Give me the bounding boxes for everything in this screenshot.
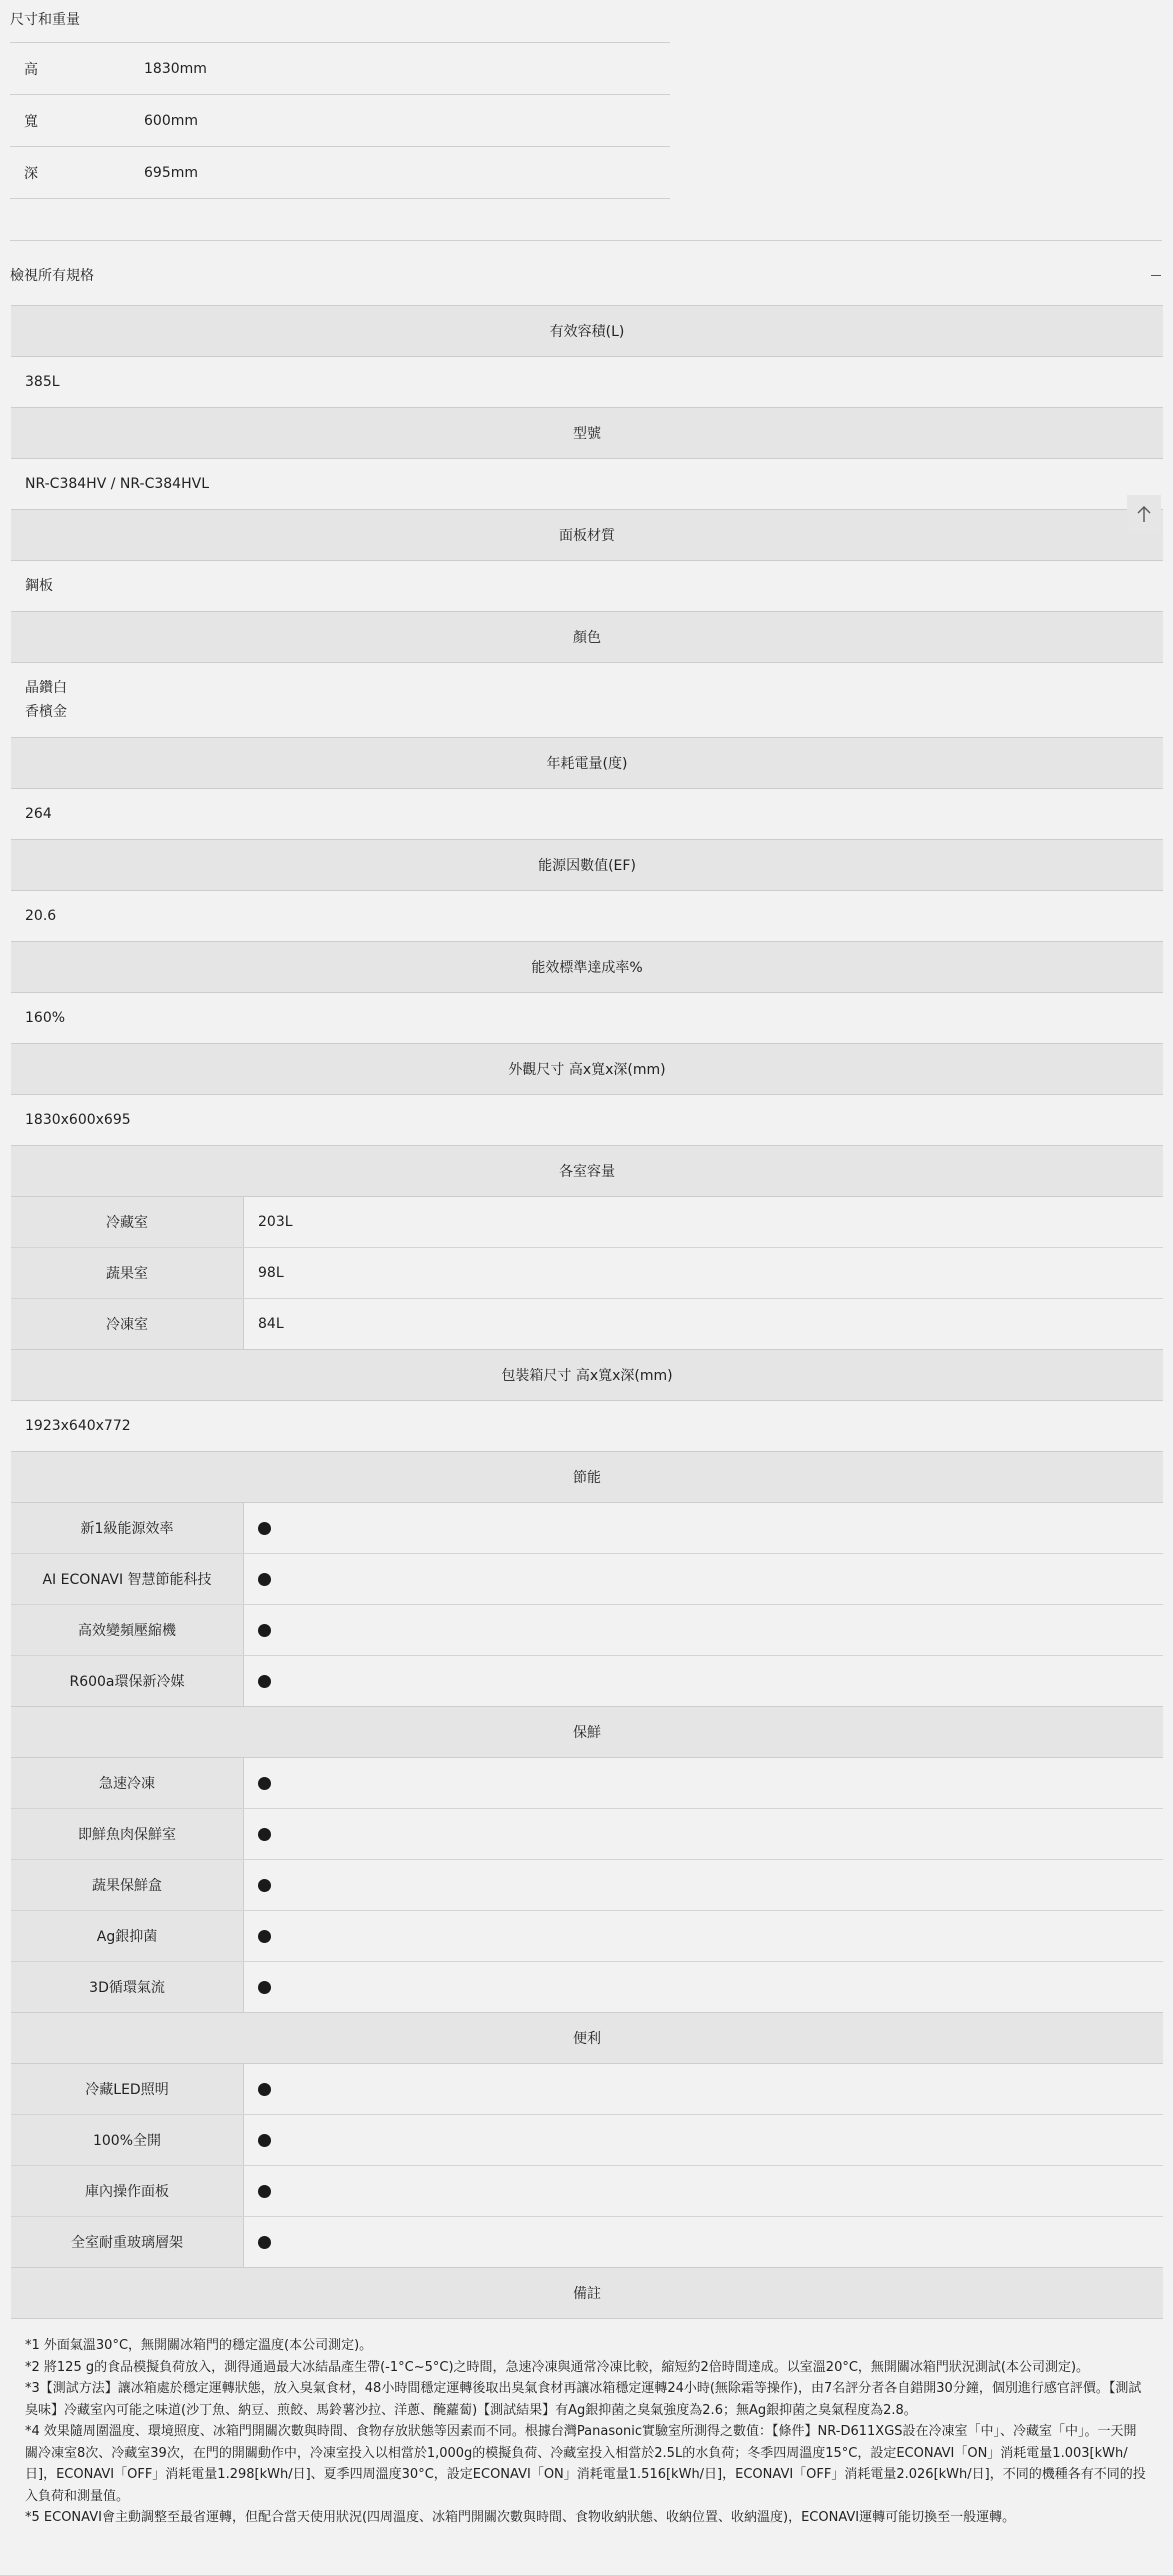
- spec-header-compartment-capacity: 各室容量: [11, 1145, 1163, 1197]
- spec-value: NR-C384HV / NR-C384HVL: [11, 459, 1163, 509]
- check-dot-icon: [258, 1522, 271, 1535]
- minus-icon: [1151, 275, 1161, 276]
- row-label: 蔬果室: [11, 1248, 244, 1298]
- row-label: 冷凍室: [11, 1299, 244, 1349]
- spec-value: 鋼板: [11, 561, 1163, 611]
- table-row: [11, 1962, 1163, 2012]
- dimension-value: 695mm: [144, 164, 198, 181]
- dimension-label: 深: [24, 165, 38, 182]
- table-row: [11, 1809, 1163, 1860]
- spec-header-outer-dimensions: 外觀尺寸 高x寬x深(mm): [11, 1043, 1163, 1095]
- footnote: *3【測試方法】讓冰箱處於穩定運轉狀態，放入臭氣食材，48小時間穩定運轉後取出臭氣食材再讓冰箱穩定運轉24小時(無除霜等操作)，由7名評分者各自錯開30分鐘，個別進行感官評價。【測試臭味】冷藏室內可能之味道(沙丁魚、納豆、煎餃、馬鈴薯沙拉、洋蔥、醃蘿蔔)【測試結果】有Ag銀抑菌之臭氣強度為2.6；無Ag銀抑菌之臭氣程度為2.8。: [25, 2381, 1142, 2418]
- spec-header-color: 顏色: [11, 611, 1163, 663]
- feature-label: 高效變頻壓縮機: [11, 1605, 244, 1655]
- check-dot-icon: [258, 1828, 271, 1841]
- check-dot-icon: [258, 1981, 271, 1994]
- check-dot-icon: [258, 1624, 271, 1637]
- table-row: [11, 1860, 1163, 1911]
- view-all-specs-label: 檢視所有規格: [10, 268, 94, 284]
- check-dot-icon: [258, 1879, 271, 1892]
- spec-value: 1830x600x695: [11, 1095, 1163, 1145]
- table-row: [11, 2064, 1163, 2115]
- spec-value-colors: [11, 663, 1163, 737]
- check-dot-icon: [258, 1930, 271, 1943]
- dimension-row-height: [10, 42, 670, 94]
- feature-label: 即鮮魚肉保鮮室: [11, 1809, 244, 1859]
- table-row: [11, 1248, 1163, 1299]
- spec-header-model: 型號: [11, 407, 1163, 459]
- table-row: [11, 1503, 1163, 1554]
- feature-label: 蔬果保鮮盒: [11, 1860, 244, 1910]
- dimension-value: 1830mm: [144, 60, 207, 77]
- footnote: *1 外面氣溫30°C，無開關冰箱門的穩定溫度(本公司測定)。: [25, 2338, 373, 2353]
- dimensions-table: [10, 42, 670, 199]
- table-row: [11, 1911, 1163, 1962]
- spec-header-freshness: 保鮮: [11, 1706, 1163, 1758]
- footnote: *4 效果隨周圍溫度、環境照度、冰箱門開關次數與時間、食物存放狀態等因素而不同。根據台灣Panasonic實驗室所測得之數值：【條件】NR-D611XGS設在冷凍室「中」、冷藏室「中」。一天開關冷凍室8次、冷藏室39次，在門的開關動作中，冷凍室投入以相當於1,000g的模擬負荷、冷藏室投入相當於2.5L的水負荷；冬季四周溫度15°C，設定ECONAVI「ON」消耗電量1.003[kWh/日]，ECONAVI「OFF」消耗電量1.298[kWh/日]、夏季四周溫度30°C，設定ECONAVI「ON」消耗電量1.516[kWh/日]，ECONAVI「OFF」消耗電量2.026[kWh/日]，不同的機種各有不同的投入負荷和測量值。: [25, 2424, 1146, 2504]
- table-row: [11, 2166, 1163, 2217]
- feature-label: 3D循環氣流: [11, 1962, 244, 2012]
- row-value: 203L: [258, 1214, 293, 1230]
- spec-header-efficiency-rate: 能效標準達成率%: [11, 941, 1163, 993]
- feature-label: 庫內操作面板: [11, 2166, 244, 2216]
- row-label: 冷藏室: [11, 1197, 244, 1247]
- color-option: 晶鑽白: [25, 680, 67, 696]
- row-value: 84L: [258, 1316, 284, 1332]
- view-all-specs-toggle[interactable]: [10, 263, 1163, 287]
- check-dot-icon: [258, 1675, 271, 1688]
- table-row: [11, 2217, 1163, 2267]
- feature-label: 冷藏LED照明: [11, 2064, 244, 2114]
- divider: [10, 240, 1162, 241]
- spec-header-convenience: 便利: [11, 2012, 1163, 2064]
- dimensions-title: 尺寸和重量: [10, 12, 80, 28]
- check-dot-icon: [258, 2185, 271, 2198]
- dimension-row-depth: [10, 146, 670, 199]
- feature-label: 急速冷凍: [11, 1758, 244, 1808]
- arrow-up-icon: [1136, 505, 1152, 523]
- spec-value: 1923x640x772: [11, 1401, 1163, 1451]
- table-row: [11, 1656, 1163, 1706]
- remarks-notes: [11, 2319, 1163, 2539]
- spec-header-energy-saving: 節能: [11, 1451, 1163, 1503]
- dimension-row-width: [10, 94, 670, 146]
- spec-header-package-dimensions: 包裝箱尺寸 高x寬x深(mm): [11, 1349, 1163, 1401]
- spec-header-material: 面板材質: [11, 509, 1163, 561]
- feature-label: AI ECONAVI 智慧節能科技: [11, 1554, 244, 1604]
- table-row: [11, 2115, 1163, 2166]
- spec-value: 264: [11, 789, 1163, 839]
- scroll-to-top-button[interactable]: [1127, 495, 1161, 533]
- spec-value: 160%: [11, 993, 1163, 1043]
- spec-header-annual-power: 年耗電量(度): [11, 737, 1163, 789]
- feature-label: Ag銀抑菌: [11, 1911, 244, 1961]
- dimension-label: 寬: [24, 113, 38, 130]
- table-row: [11, 1554, 1163, 1605]
- feature-label: 新1級能源效率: [11, 1503, 244, 1553]
- feature-label: 100%全開: [11, 2115, 244, 2165]
- check-dot-icon: [258, 1777, 271, 1790]
- spec-header-capacity: 有效容積(L): [11, 305, 1163, 357]
- check-dot-icon: [258, 2083, 271, 2096]
- color-option: 香檳金: [25, 704, 67, 720]
- check-dot-icon: [258, 2134, 271, 2147]
- check-dot-icon: [258, 1573, 271, 1586]
- dimension-label: 高: [24, 61, 38, 78]
- table-row: [11, 1299, 1163, 1349]
- footnote: *2 將125 g的食品模擬負荷放入，測得通過最大冰結晶產生帶(-1°C~5°C)之時間，急速冷凍與通常冷凍比較，縮短約2倍時間達成。以室溫20°C，無開關冰箱門狀況測試(本公司測定)。: [25, 2359, 1090, 2375]
- table-row: [11, 1605, 1163, 1656]
- table-row: [11, 1197, 1163, 1248]
- spec-header-remarks: 備註: [11, 2267, 1163, 2319]
- feature-label: 全室耐重玻璃層架: [11, 2217, 244, 2267]
- spec-table: [11, 305, 1163, 2539]
- row-value: 98L: [258, 1265, 284, 1281]
- feature-label: R600a環保新冷媒: [11, 1656, 244, 1706]
- spec-value: 385L: [11, 357, 1163, 407]
- footnote: *5 ECONAVI會主動調整至最省運轉，但配合當天使用狀況(四周溫度、冰箱門開關次數與時間、食物收納狀態、收納位置、收納溫度)，ECONAVI運轉可能切換至一般運轉。: [25, 2510, 1016, 2525]
- spec-value: 20.6: [11, 891, 1163, 941]
- dimension-value: 600mm: [144, 112, 198, 129]
- table-row: [11, 1758, 1163, 1809]
- spec-header-energy-factor: 能源因數值(EF): [11, 839, 1163, 891]
- check-dot-icon: [258, 2236, 271, 2249]
